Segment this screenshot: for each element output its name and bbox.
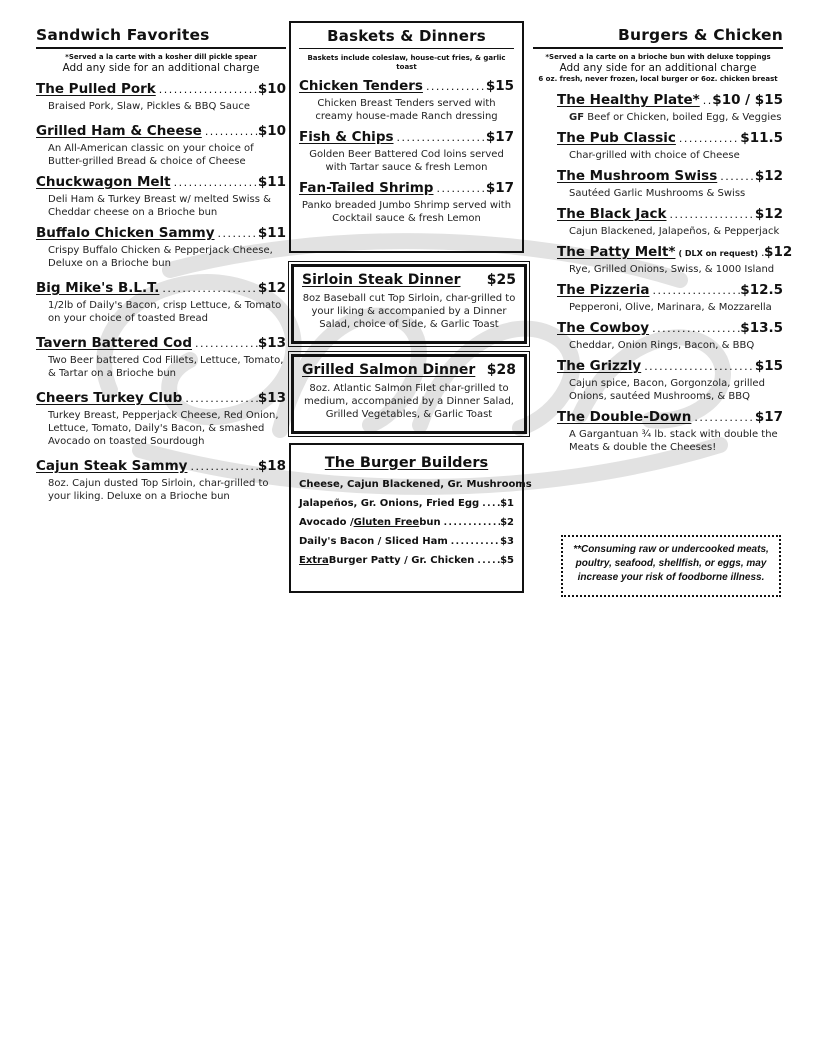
builder-label-suffix: bun xyxy=(419,517,441,528)
leader-dots xyxy=(700,94,713,107)
item-description: 8oz. Cajun dusted Top Sirloin, char-grilled to your liking. Deluxe on a Brioche bun xyxy=(48,478,269,502)
item-description-text: Beef or Chicken, boiled Egg, & Veggies xyxy=(587,112,782,123)
item-price: $13 xyxy=(257,335,286,351)
section-title: Burgers & Chicken xyxy=(533,26,783,49)
item-price: $17 xyxy=(485,180,514,196)
builder-price: $3 xyxy=(500,536,514,547)
leader-dots xyxy=(187,460,257,473)
item-description: An All-American classic on your choice of Butter-grilled Bread & choice of Cheese xyxy=(48,143,254,167)
item-extra-note: ( DLX on request) xyxy=(678,249,759,258)
item-name: The Healthy Plate* xyxy=(557,92,700,108)
menu-item xyxy=(557,282,783,314)
item-description xyxy=(557,263,783,276)
builder-label: Daily's Bacon / Sliced Ham xyxy=(299,536,448,547)
item-description xyxy=(557,301,783,314)
burger-list xyxy=(533,92,793,454)
item-description xyxy=(557,225,783,238)
leader-dots xyxy=(474,556,500,566)
grilled-salmon-dinner-box xyxy=(291,354,527,434)
menu-item xyxy=(36,390,286,448)
item-description xyxy=(557,111,783,124)
item-price: $12 xyxy=(257,280,286,296)
gluten-free-label: Gluten Free xyxy=(353,517,420,528)
menu-item xyxy=(557,168,783,200)
builder-price: $2 xyxy=(500,517,514,528)
item-price: $15 xyxy=(485,78,514,94)
leader-dots xyxy=(394,131,486,144)
builder-label: Avocado / xyxy=(299,517,354,528)
item-description-text: A Gargantuan ¾ lb. stack with double the Meats & double the Cheeses! xyxy=(569,429,778,453)
menu-item xyxy=(557,358,783,403)
item-description: 8oz. Atlantic Salmon Filet char-grilled to medium, accompanied by a Dinner Salad, Grilled Vegetables, & Garlic Toast xyxy=(304,383,514,420)
menu-item xyxy=(36,174,286,219)
item-description-text: Rye, Grilled Onions, Swiss, & 1000 Island xyxy=(569,264,775,275)
leader-dots xyxy=(182,392,258,405)
item-description-text: Char-grilled with choice of Cheese xyxy=(569,150,740,161)
builder-label: Jalapeños, Gr. Onions, Fried Egg xyxy=(299,498,480,509)
leader-dots xyxy=(479,499,500,509)
item-description: Deli Ham & Turkey Breast w/ melted Swiss & Cheddar cheese on a Brioche bun xyxy=(48,194,271,218)
item-price: $28 xyxy=(486,362,516,378)
leader-dots xyxy=(441,518,500,528)
a-la-carte-note: *Served a la carte with a kosher dill pickle spear xyxy=(65,53,257,61)
item-name: The Pizzeria xyxy=(557,282,650,298)
builder-label: Burger Patty / Gr. Chicken xyxy=(328,555,475,566)
section-title: Baskets & Dinners xyxy=(299,27,514,49)
builder-price: $1 xyxy=(500,498,514,509)
item-price: $11 xyxy=(257,174,286,190)
item-name: Cajun Steak Sammy xyxy=(36,458,188,474)
item-name: The Black Jack xyxy=(557,206,667,222)
builder-line xyxy=(299,498,514,509)
item-name: Cheers Turkey Club xyxy=(36,390,183,406)
baskets-dinners-section xyxy=(289,21,524,253)
side-note: Add any side for an additional charge xyxy=(62,62,260,74)
leader-dots xyxy=(159,282,257,295)
leader-dots xyxy=(448,537,500,547)
gluten-free-badge: GF xyxy=(569,112,585,123)
item-name: Chuckwagon Melt xyxy=(36,174,171,190)
menu-item xyxy=(557,92,783,124)
menu-item xyxy=(36,225,286,270)
leader-dots xyxy=(649,322,740,335)
menu-item xyxy=(557,206,783,238)
menu-item xyxy=(557,130,783,162)
item-description xyxy=(557,377,783,403)
item-description: Golden Beer Battered Cod loins served with Tartar sauce & fresh Lemon xyxy=(309,149,504,173)
item-name: Fan-Tailed Shrimp xyxy=(299,180,434,196)
item-price: $13 xyxy=(257,390,286,406)
item-name: The Double-Down xyxy=(557,409,692,425)
item-description-text: Pepperoni, Olive, Marinara, & Mozzarella xyxy=(569,302,772,313)
leader-dots xyxy=(423,80,486,93)
item-price: $13.5 xyxy=(740,320,783,336)
menu-item xyxy=(36,335,286,380)
menu-item xyxy=(557,409,783,454)
sandwich-favorites-section xyxy=(36,26,286,503)
item-description: Chicken Breast Tenders served with creamy house-made Ranch dressing xyxy=(315,98,498,122)
leader-dots xyxy=(171,176,258,189)
item-price: $12 xyxy=(754,168,783,184)
item-name: Tavern Battered Cod xyxy=(36,335,192,351)
builder-label: Cheese, Cajun Blackened, Gr. Mushrooms xyxy=(299,479,532,490)
baskets-note: Baskets include coleslaw, house-cut fries, & garlic toast xyxy=(307,54,506,71)
consumer-warning: **Consuming raw or undercooked meats, poultry, seafood, shellfish, or eggs, may increase your risk of foodborne illness. xyxy=(561,535,781,597)
item-description xyxy=(557,187,783,200)
item-name: The Cowboy xyxy=(557,320,650,336)
leader-dots xyxy=(641,360,755,373)
item-price: $18 xyxy=(257,458,286,474)
item-name: Grilled Salmon Dinner xyxy=(302,362,476,378)
section-title: The Burger Builders xyxy=(324,455,489,471)
item-description xyxy=(557,149,783,162)
item-name: The Pub Classic xyxy=(557,130,676,146)
item-description-text: Cheddar, Onion Rings, Bacon, & BBQ xyxy=(569,340,755,351)
menu-item xyxy=(557,320,783,352)
builder-line xyxy=(299,536,514,547)
leader-dots xyxy=(433,182,485,195)
menu-item xyxy=(36,280,286,325)
leader-dots xyxy=(192,337,258,350)
item-description: Turkey Breast, Pepperjack Cheese, Red Onion, Lettuce, Tomato, Daily's Bacon, & smashed Avocado on toasted Sourdough xyxy=(48,410,279,447)
item-name: Fish & Chips xyxy=(299,129,394,145)
item-description-text: Sautéed Garlic Mushrooms & Swiss xyxy=(569,188,746,199)
side-note: Add any side for an additional charge xyxy=(559,62,757,74)
item-price: $15 xyxy=(754,358,783,374)
item-name: Big Mike's B.L.T. xyxy=(36,280,160,296)
leader-dots xyxy=(691,411,754,424)
builder-line xyxy=(299,517,514,528)
leader-dots xyxy=(215,227,258,240)
item-description: Panko breaded Jumbo Shrimp served with Cocktail sauce & fresh Lemon xyxy=(301,200,512,224)
item-description: 1/2lb of Daily's Bacon, crisp Lettuce, & Tomato on your choice of toasted Bread xyxy=(48,300,282,324)
item-description xyxy=(557,428,783,454)
item-description: Braised Pork, Slaw, Pickles & BBQ Sauce xyxy=(48,101,251,112)
item-name: The Mushroom Swiss xyxy=(557,168,718,184)
item-name: Buffalo Chicken Sammy xyxy=(36,225,215,241)
item-description: 8oz Baseball cut Top Sirloin, char-grilled to your liking & accompanied by a Dinner Salad, choice of Side, & Garlic Toast xyxy=(302,293,516,330)
leader-dots xyxy=(156,83,258,96)
item-description: Crispy Buffalo Chicken & Pepperjack Cheese, Deluxe on a Brioche bun xyxy=(48,245,273,269)
item-price: $17 xyxy=(485,129,514,145)
item-price: $12 xyxy=(754,206,783,222)
a-la-carte-note: *Served a la carte on a brioche bun with deluxe toppings xyxy=(545,53,771,61)
item-price: $11 xyxy=(257,225,286,241)
item-description-text: Cajun Blackened, Jalapeños, & Pepperjack xyxy=(569,226,780,237)
extra-label: Extra xyxy=(299,555,329,566)
sirloin-steak-dinner-box xyxy=(291,264,527,344)
item-name: The Pulled Pork xyxy=(36,81,156,97)
menu-item xyxy=(299,78,514,123)
item-description-text: Cajun spice, Bacon, Gorgonzola, grilled Onions, sautéed Mushrooms, & BBQ xyxy=(569,378,765,402)
item-name: The Patty Melt* xyxy=(557,244,676,260)
menu-item xyxy=(299,180,514,225)
item-name: Grilled Ham & Cheese xyxy=(36,123,202,139)
burgers-chicken-section xyxy=(533,26,793,454)
item-price: $12 xyxy=(764,244,793,260)
builder-line xyxy=(299,479,532,490)
item-price: $11.5 xyxy=(740,130,783,146)
builder-price: $5 xyxy=(500,555,514,566)
item-description: Two Beer battered Cod Fillets, Lettuce, Tomato, & Tartar on a Brioche bun xyxy=(48,355,284,379)
item-price: $25 xyxy=(486,272,516,288)
menu-item xyxy=(36,123,286,168)
item-price: $10 xyxy=(257,81,286,97)
menu-item xyxy=(557,244,793,276)
fresh-note: 6 oz. fresh, never frozen, local burger or 6oz. chicken breast xyxy=(538,75,778,83)
leader-dots xyxy=(649,284,740,297)
menu-item xyxy=(36,458,286,503)
menu-item xyxy=(299,129,514,174)
item-description xyxy=(557,339,783,352)
menu-item xyxy=(36,81,286,113)
item-name: The Grizzly xyxy=(557,358,642,374)
leader-dots xyxy=(202,125,258,138)
item-price: $10 / $15 xyxy=(712,92,783,108)
item-name: Chicken Tenders xyxy=(299,78,423,94)
leader-dots xyxy=(667,208,755,221)
item-name: Sirloin Steak Dinner xyxy=(302,272,461,288)
item-price: $10 xyxy=(257,123,286,139)
item-price: $12.5 xyxy=(740,282,783,298)
burger-builders-section xyxy=(289,443,532,593)
section-title: Sandwich Favorites xyxy=(36,26,286,49)
item-price: $17 xyxy=(754,409,783,425)
builder-line xyxy=(299,555,514,566)
leader-dots xyxy=(676,132,740,145)
leader-dots xyxy=(717,170,755,183)
